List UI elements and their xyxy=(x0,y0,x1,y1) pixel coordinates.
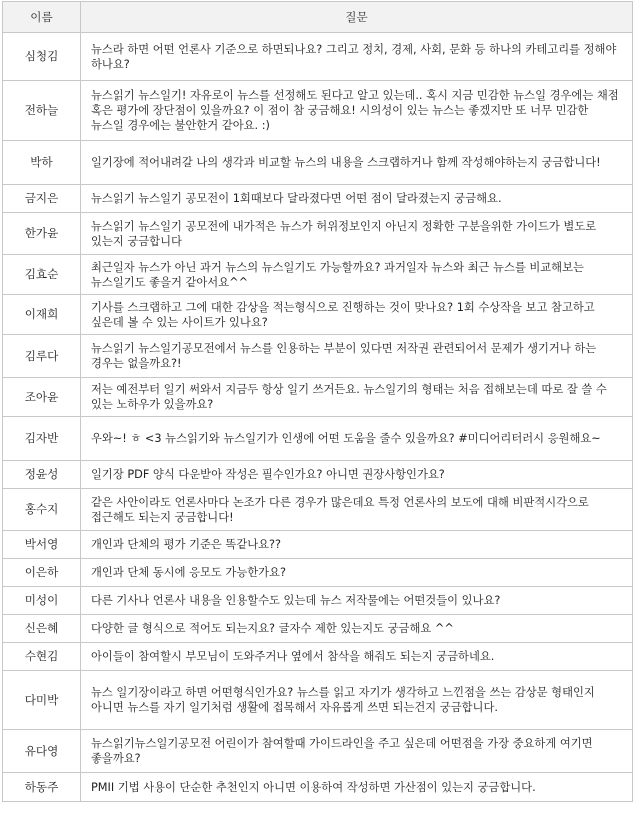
table-row xyxy=(3,559,633,587)
row-name: 김루다 xyxy=(3,335,81,378)
row-question: 뉴스읽기 뉴스일기 공모전이 1회때보다 달라졌다면 어떤 점이 달라졌는지 궁금해요. xyxy=(81,185,633,213)
qa-table xyxy=(2,1,633,802)
row-question: 뉴스라 하면 어떤 언론사 기준으로 하면되나요? 그리고 정치, 경제, 사회, 문화 등 하나의 카테고리를 정해야 하나요? xyxy=(81,33,633,81)
row-name: 박하 xyxy=(3,141,81,185)
table-row xyxy=(3,255,633,295)
row-name: 하동주 xyxy=(3,773,81,802)
table-row xyxy=(3,531,633,559)
row-name: 이재희 xyxy=(3,295,81,335)
row-name: 김자반 xyxy=(3,417,81,461)
row-question: 저는 예전부터 일기 써와서 지금두 항상 일기 쓰거든요. 뉴스일기의 형태는 처음 접해보는데 따로 잘 쓸 수 있는 노하우가 있을까요? xyxy=(81,378,633,417)
table-row xyxy=(3,33,633,81)
row-question: 일기장에 적어내려갈 나의 생각과 비교할 뉴스의 내용을 스크랩하거나 함께 작성해야하는지 궁금합니다! xyxy=(81,141,633,185)
row-question: 최근일자 뉴스가 아닌 과거 뉴스의 뉴스일기도 가능할까요? 과거일자 뉴스와 최근 뉴스를 비교해보는 뉴스일기도 좋을거 같아서요^^ xyxy=(81,255,633,295)
row-question: 뉴스읽기 뉴스일기 공모전에 내가적은 뉴스가 허위정보인지 아닌지 정확한 구분을위한 가이드가 별도로 있는지 궁금합니다 xyxy=(81,213,633,255)
row-name: 전하늘 xyxy=(3,81,81,141)
table-row xyxy=(3,141,633,185)
row-question: PMII 기법 사용이 단순한 추천인지 아니면 이용하여 작성하면 가산점이 있는지 궁금합니다. xyxy=(81,773,633,802)
table-row xyxy=(3,378,633,417)
question-column-header: 질문 xyxy=(81,2,633,33)
row-name: 김효순 xyxy=(3,255,81,295)
table-row xyxy=(3,335,633,378)
row-question: 뉴스읽기 뉴스일기공모전에서 뉴스를 인용하는 부분이 있다면 저작권 관련되어서 문제가 생기거나 하는 경우는 없을까요?! xyxy=(81,335,633,378)
table-row xyxy=(3,615,633,643)
row-name: 심청김 xyxy=(3,33,81,81)
row-name: 이은하 xyxy=(3,559,81,587)
table-row xyxy=(3,417,633,461)
row-name: 정윤성 xyxy=(3,461,81,489)
row-question: 아이들이 참여할시 부모님이 도와주거나 옆에서 참삭을 해줘도 되는지 궁금하네요. xyxy=(81,643,633,671)
table-row xyxy=(3,730,633,773)
table-row xyxy=(3,81,633,141)
row-name: 한가윤 xyxy=(3,213,81,255)
row-question: 개인과 단체의 평가 기준은 똑같나요?? xyxy=(81,531,633,559)
table-row xyxy=(3,461,633,489)
row-question: 다른 기사나 언론사 내용을 인용할수도 있는데 뉴스 저작물에는 어떤것들이 있나요? xyxy=(81,587,633,615)
row-question: 기사를 스크랩하고 그에 대한 감상을 적는형식으로 진행하는 것이 맞나요? 1회 수상작을 보고 참고하고 싶은데 볼 수 있는 사이트가 있나요? xyxy=(81,295,633,335)
row-name: 유다영 xyxy=(3,730,81,773)
row-question: 다양한 글 형식으로 적어도 되는지요? 글자수 제한 있는지도 궁금해요 ^^ xyxy=(81,615,633,643)
row-question: 같은 사안이라도 언론사마다 논조가 다른 경우가 많은데요 특정 언론사의 보도에 대해 비판적시각으로 접근해도 되는지 궁금합니다! xyxy=(81,489,633,531)
table-row xyxy=(3,671,633,730)
row-name: 조아윤 xyxy=(3,378,81,417)
table-row xyxy=(3,213,633,255)
row-name: 홍수지 xyxy=(3,489,81,531)
table-row xyxy=(3,587,633,615)
header-row xyxy=(3,2,633,33)
table-row xyxy=(3,295,633,335)
row-question: 뉴스읽기 뉴스일기! 자유로이 뉴스를 선정해도 된다고 알고 있는데.. 혹시 지금 민감한 뉴스일 경우에는 채점 혹은 평가에 장단점이 있을까요? 이 점이 참 궁금해요! 시의성이 있는 뉴스는 좋겠지만 또 너무 민감한 뉴스일 경우에는 불안한거 같아요. :) xyxy=(81,81,633,141)
row-question: 일기장 PDF 양식 다운받아 작성은 필수인가요? 아니면 권장사항인가요? xyxy=(81,461,633,489)
row-name: 다미박 xyxy=(3,671,81,730)
row-name: 수현김 xyxy=(3,643,81,671)
table-row xyxy=(3,773,633,802)
row-name: 박서영 xyxy=(3,531,81,559)
row-name: 신은혜 xyxy=(3,615,81,643)
row-question: 개인과 단체 동시에 응모도 가능한가요? xyxy=(81,559,633,587)
table-row xyxy=(3,489,633,531)
table-row xyxy=(3,185,633,213)
row-question: 뉴스 일기장이라고 하면 어떤형식인가요? 뉴스를 읽고 자기가 생각하고 느낀점을 쓰는 감상문 형태인지 아니면 뉴스를 자기 일기처럼 생활에 접목해서 자유롭게 쓰면 되는건지 궁금합니다. xyxy=(81,671,633,730)
name-column-header: 이름 xyxy=(3,2,81,33)
row-name: 금지은 xyxy=(3,185,81,213)
row-question: 우와~! ㅎ <3 뉴스읽기와 뉴스일기가 인생에 어떤 도움을 줄수 있을까요? #미디어리터러시 응원해요~ xyxy=(81,417,633,461)
row-name: 미성이 xyxy=(3,587,81,615)
table-row xyxy=(3,643,633,671)
row-question: 뉴스읽기뉴스일기공모전 어린이가 참여할때 가이드라인을 주고 싶은데 어떤점을 가장 중요하게 여기면 좋을까요? xyxy=(81,730,633,773)
